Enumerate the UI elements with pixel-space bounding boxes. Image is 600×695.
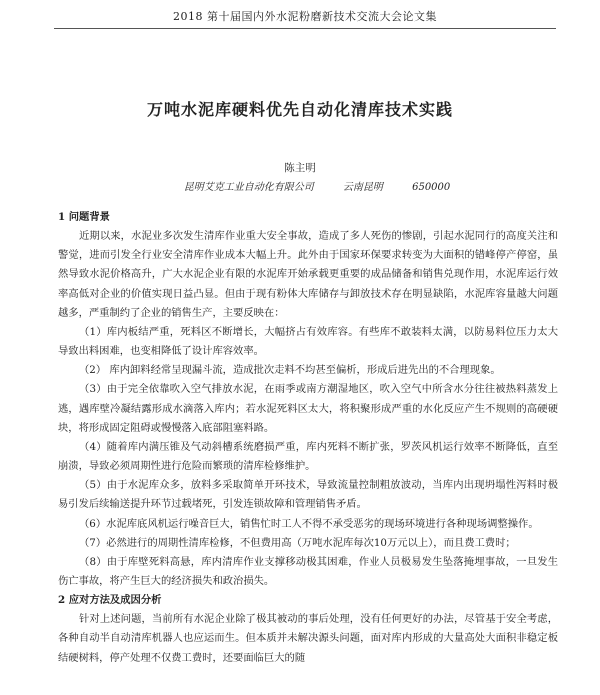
body-paragraph: 近期以来，水泥业多次发生清库作业重大安全事故，造成了多人死伤的惨剧，引起水泥同行的高度关注和警觉，进而引发全行业安全清库作业成本大幅上升。此外由于国家环保要求转变为大面积的错峰停产停窑，虽然导致水泥价格高升，广大水泥企业有限的水泥库开始承载更重要的成品储备和销售兑现作用，水泥库运行效率高低对企业的价值实现日益凸显。但由于现有粉体大库储存与卸放技术存在明显缺陷，水泥库容量越大问题越多，严重制约了企业的销售生产，主要反映在： (58, 230, 558, 319)
affiliation-org: 昆明艾克工业自动化有限公司 (183, 182, 314, 193)
affiliation-place: 云南昆明 (342, 182, 383, 193)
list-item: （1）库内板结严重，死料区不断增长，大幅挤占有效库容。有些库不敢装料太满，以防易料位压力太大导致出料困难，也变相降低了设计库容效率。 (58, 325, 558, 358)
list-item: （3）由于完全依靠吹入空气排放水泥，在雨季或南方潮湿地区，吹入空气中所含水分往往被热料蒸发上逃，遇库壁冷凝结露形成水滴落入库内；若水泥死料区太大，将积聚形成严重的水化反应产生不规则的高硬硬块，将形成固定阻碍或慢慢落入底部阻塞料路。 (58, 383, 558, 434)
list-item: （4）随着库内满压锥及气动斜槽系统磨损严重，库内死料不断扩张，罗茨风机运行效率不断降低，直至崩溃，导致必须周期性进行危险而繁琐的清库检修维护。 (58, 440, 558, 473)
running-header: 2018 第十届国内外水泥粉磨新技术交流大会论文集 (54, 8, 556, 29)
author-name: 陈主明 (284, 162, 316, 174)
list-item: （2） 库内卸料经常呈现漏斗流，造成批次走料不均甚至偏析，形成后进先出的不合理现象。 (79, 364, 501, 377)
body-paragraph: 针对上述问题，当前所有水泥企业除了极其被动的事后处理，没有任何更好的办法，尽管基于安全考虑，各种自动半自动清库机器人也应运而生。但本质并未解决源头问题，面对库内形成的大量高处大面积非稳定板结硬树料，停产处理不仅费工费时，还要面临巨大的随 (58, 613, 558, 664)
author-affiliation (104, 178, 530, 193)
body-text (58, 208, 558, 668)
list-item: （5）由于水泥库众多，放料多采取简单开环技术，导致流量控制粗放波动，当库内出现坍塌性泻料时极易引发后续输送提升环节过载堵死，引发连锁故障和管理销售矛盾。 (58, 479, 558, 511)
list-item: （7）必然进行的周期性清库检修，不但费用高（万吨水泥库每次10万元以上），而且费工费时； (79, 536, 516, 549)
section-heading: 2 应对方法及成因分析 (58, 594, 162, 607)
affiliation-postcode: 650000 (412, 182, 451, 193)
list-item: （8）由于库壁死料高悬，库内清库作业支撑移动极其困难，作业人员极易发生坠落掩埋事故，一旦发生伤亡事故，将产生巨大的经济损失和政治损失。 (58, 555, 558, 587)
list-item: （6）水泥库底风机运行噪音巨大，销售忙时工人不得不承受恶劣的现场环境进行各种现场调整操作。 (79, 517, 539, 530)
section-heading: 1 问题背景 (58, 211, 110, 223)
paper-title: 万吨水泥库硬料优先自动化清库技术实践 (146, 100, 453, 119)
